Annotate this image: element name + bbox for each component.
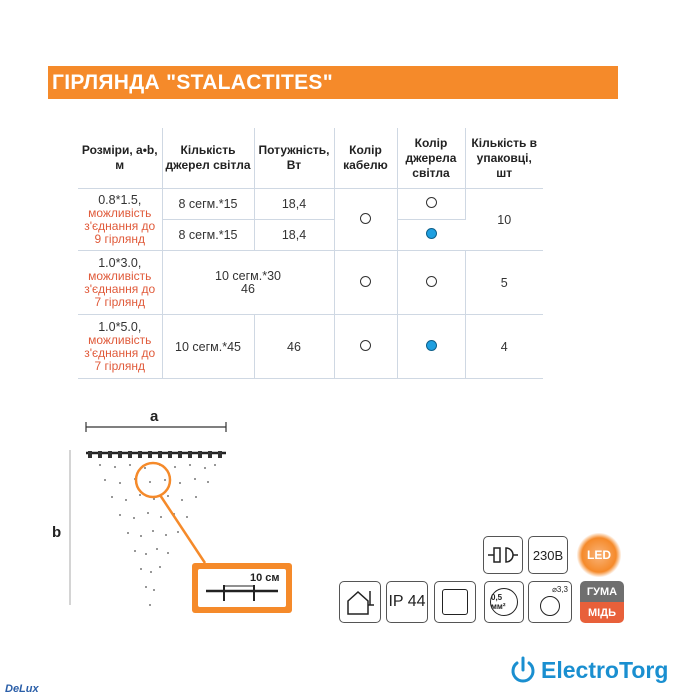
diameter-label: ⌀3,3: [552, 585, 568, 594]
callout-text: 10 см: [250, 572, 280, 584]
size-cell: [78, 189, 162, 251]
rubber-label: ГУМА: [580, 581, 624, 602]
source-color-cell: [397, 251, 465, 315]
electrotorg-logo-text: ElectroTorg: [541, 656, 669, 683]
power-icon: [508, 655, 538, 685]
segment-detail-icon: [198, 569, 286, 607]
table-row: [78, 315, 543, 379]
callout-inner: [198, 569, 286, 607]
led-icon: LED: [577, 533, 621, 577]
table-row: [78, 189, 543, 220]
header-cable-color: Колір кабелю: [334, 128, 397, 189]
size-cell: [78, 315, 162, 379]
power-cell: 46: [254, 315, 334, 379]
source-color-cell: [397, 189, 465, 220]
sources-value: 10 сегм.*30: [215, 268, 281, 283]
size-value: 1.0*3.0,: [98, 255, 142, 270]
table-row: [78, 251, 543, 315]
material-icon: [580, 581, 624, 623]
power-value: 46: [241, 281, 255, 296]
pack-cell: 10: [465, 189, 543, 251]
header-power: Потужність, Вт: [254, 128, 334, 189]
title-bar: [48, 66, 618, 99]
spec-table: [78, 128, 543, 379]
white-circle-icon: [360, 276, 371, 287]
page-title: ГІРЛЯНДА "STALACTITES": [52, 71, 333, 94]
white-circle-icon: [426, 197, 437, 208]
sources-cell: 8 сегм.*15: [162, 189, 254, 220]
size-value: 1.0*5.0,: [98, 319, 142, 334]
header-pack: Кількість в упаковці, шт: [465, 128, 543, 189]
copper-label: МІДЬ: [580, 602, 624, 623]
size-cell: [78, 251, 162, 315]
header-size: Розміри, a•b, м: [78, 128, 162, 189]
sources-power-cell: [162, 251, 334, 315]
source-color-cell: [397, 220, 465, 251]
size-note: можливість з'єднання до 7 гірлянд: [84, 268, 156, 309]
white-circle-icon: [360, 213, 371, 224]
delux-logo: DeLux: [5, 683, 39, 695]
diameter-icon: [528, 581, 572, 623]
white-circle-icon: [360, 340, 371, 351]
table-header-row: [78, 128, 543, 189]
size-value: 0.8*1.5,: [98, 192, 142, 207]
sources-cell: 10 сегм.*45: [162, 315, 254, 379]
electrotorg-logo: [508, 655, 668, 685]
ip-rating-icon: IP 44: [386, 581, 428, 623]
header-sources: Кількість джерел світла: [162, 128, 254, 189]
size-note: можливість з'єднання до 9 гірлянд: [84, 205, 156, 246]
callout-box: [192, 563, 292, 613]
wire-section-label: 0,5 мм²: [490, 588, 518, 616]
blue-circle-icon: [426, 228, 437, 239]
cable-color-cell: [334, 251, 397, 315]
cable-color-cell: [334, 189, 397, 251]
size-note: можливість з'єднання до 7 гірлянд: [84, 332, 156, 373]
source-color-cell: [397, 315, 465, 379]
wire-section-icon: [484, 581, 524, 623]
power-cell: 18,4: [254, 220, 334, 251]
plug-icon: [483, 536, 523, 574]
blue-circle-icon: [426, 340, 437, 351]
power-cell: 18,4: [254, 189, 334, 220]
class-icon: [434, 581, 476, 623]
header-source-color: Колір джерела світла: [397, 128, 465, 189]
white-circle-icon: [426, 276, 437, 287]
pack-cell: 4: [465, 315, 543, 379]
dimension-label-a: a: [150, 408, 159, 425]
indoor-outdoor-icon: [339, 581, 381, 623]
voltage-icon: 230В: [528, 536, 568, 574]
pack-cell: 5: [465, 251, 543, 315]
cable-color-cell: [334, 315, 397, 379]
sources-cell: 8 сегм.*15: [162, 220, 254, 251]
dimension-label-b: b: [52, 524, 62, 541]
